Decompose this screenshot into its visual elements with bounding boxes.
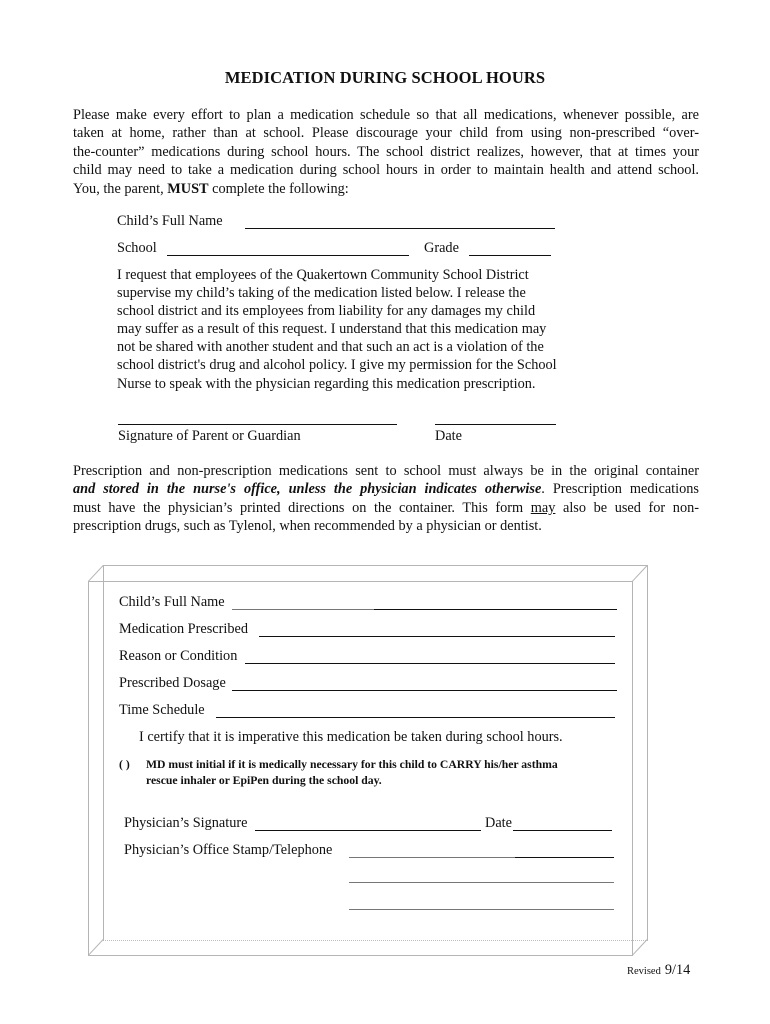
grade-field: [424, 240, 459, 257]
intro-line: the-counter” medications during school hours. The school district realizes, however, that at times your: [73, 143, 699, 160]
intro-line: taken at home, rather than at school. Please discourage your child from using non-prescribed “over-: [73, 125, 699, 142]
page-title: MEDICATION DURING SCHOOL HOURS: [224, 68, 546, 87]
signature-label: Signature of Parent or Guardian: [118, 428, 301, 444]
box-front-left: [88, 581, 89, 956]
child-name-label: Child’s Full Name: [117, 213, 223, 229]
box-diag-br: [632, 939, 648, 956]
consent-line: I request that employees of the Quakertown Community School District: [117, 267, 529, 283]
stamp-input-line3[interactable]: [349, 909, 614, 910]
revised-value: 9/14: [664, 962, 691, 978]
physician-signature-input[interactable]: [255, 830, 481, 831]
carry-instruction-line1: MD must initial if it is medically necessary for this child to CARRY his/her asthma: [146, 758, 558, 771]
parent-child-name-input[interactable]: [245, 228, 555, 229]
reason-input[interactable]: [245, 663, 615, 664]
stamp-input-part1[interactable]: [349, 857, 515, 858]
intro-last-line: [73, 180, 699, 198]
box-diag-bl: [88, 939, 104, 956]
policy-line: Prescription and non-prescription medications sent to school must always be in the original container: [73, 463, 699, 479]
revision-note: [627, 961, 690, 979]
box-back-left: [103, 565, 104, 940]
consent-line: not be shared with another student and that such an act is a violation of the: [117, 339, 544, 356]
consent-line: may suffer as a result of this request. I understand that this medication may: [117, 321, 547, 338]
policy-emphasis: and stored in the nurse's office, unless the physician indicates otherwise: [73, 481, 542, 498]
consent-line: Nurse to speak with the physician regarding this medication prescription.: [117, 375, 536, 392]
grade-input[interactable]: [469, 255, 551, 256]
parent-date-label: Date: [435, 428, 462, 444]
physician-date-label: Date: [485, 815, 512, 831]
intro-paragraph: [73, 106, 699, 198]
dosage-label: Prescribed Dosage: [119, 675, 226, 691]
parent-date-input[interactable]: [435, 424, 556, 425]
consent-line: school district's drug and alcohol policy. I give my permission for the School: [117, 357, 557, 374]
dosage-input[interactable]: [232, 690, 617, 691]
physician-date-input[interactable]: [513, 830, 612, 831]
parent-child-name-field: [117, 213, 223, 230]
policy-line: [73, 499, 699, 517]
policy-text: also be used for non-: [555, 499, 700, 516]
certify-statement: I certify that it is imperative this medication be taken during school hours.: [139, 729, 563, 745]
box-back-right: [647, 565, 648, 940]
policy-text: must have the physician’s printed directions on the container. This form: [73, 499, 531, 516]
box-child-name-input[interactable]: [374, 609, 617, 610]
box-front-right: [632, 581, 633, 956]
stamp-input-line2[interactable]: [349, 882, 614, 883]
school-input[interactable]: [167, 255, 409, 256]
intro-line: child may need to take a medication during school hours in order to maintain health and attend school.: [73, 162, 699, 179]
schedule-label: Time Schedule: [119, 702, 205, 718]
revised-label: Revised: [627, 966, 661, 977]
stamp-input[interactable]: [515, 857, 614, 858]
box-child-name-input-part1[interactable]: [232, 609, 374, 610]
grade-label: Grade: [424, 240, 459, 256]
box-diag-tr: [632, 565, 648, 582]
carry-instruction-line2: rescue inhaler or EpiPen during the school day.: [146, 774, 382, 787]
must-emphasis: MUST: [167, 180, 209, 197]
box-back-top: [103, 565, 648, 566]
intro-text: You, the parent,: [73, 180, 168, 197]
medication-label: Medication Prescribed: [119, 621, 249, 637]
box-front-bottom: [88, 955, 633, 956]
parent-signature-input[interactable]: [118, 424, 397, 425]
consent-line: supervise my child’s taking of the medication listed below. I release the: [117, 285, 526, 302]
intro-text: complete the following:: [208, 180, 349, 197]
intro-line: Please make every effort to plan a medication schedule so that all medications, whenever possible, are: [73, 107, 699, 123]
consent-line: school district and its employees from liability for any damages my child: [117, 303, 536, 320]
policy-line: [73, 480, 699, 498]
box-diag-tl: [88, 565, 104, 582]
school-field: [117, 240, 157, 257]
physician-signature-label: Physician’s Signature: [124, 815, 248, 831]
consent-paragraph: [117, 266, 597, 393]
stamp-label: Physician’s Office Stamp/Telephone: [124, 842, 333, 858]
carry-checkbox[interactable]: ( ): [119, 758, 130, 771]
school-label: School: [117, 240, 157, 256]
reason-label: Reason or Condition: [119, 648, 238, 664]
box-front-top: [88, 581, 633, 582]
may-underlined: may: [530, 499, 556, 516]
medication-input[interactable]: [259, 636, 615, 637]
policy-line: prescription drugs, such as Tylenol, when recommended by a physician or dentist.: [73, 518, 542, 535]
schedule-input[interactable]: [216, 717, 615, 718]
policy-text: . Prescription medications: [541, 481, 699, 498]
policy-paragraph: [73, 462, 699, 536]
box-child-name-label: Child’s Full Name: [119, 594, 225, 610]
box-back-bottom: [103, 940, 648, 941]
